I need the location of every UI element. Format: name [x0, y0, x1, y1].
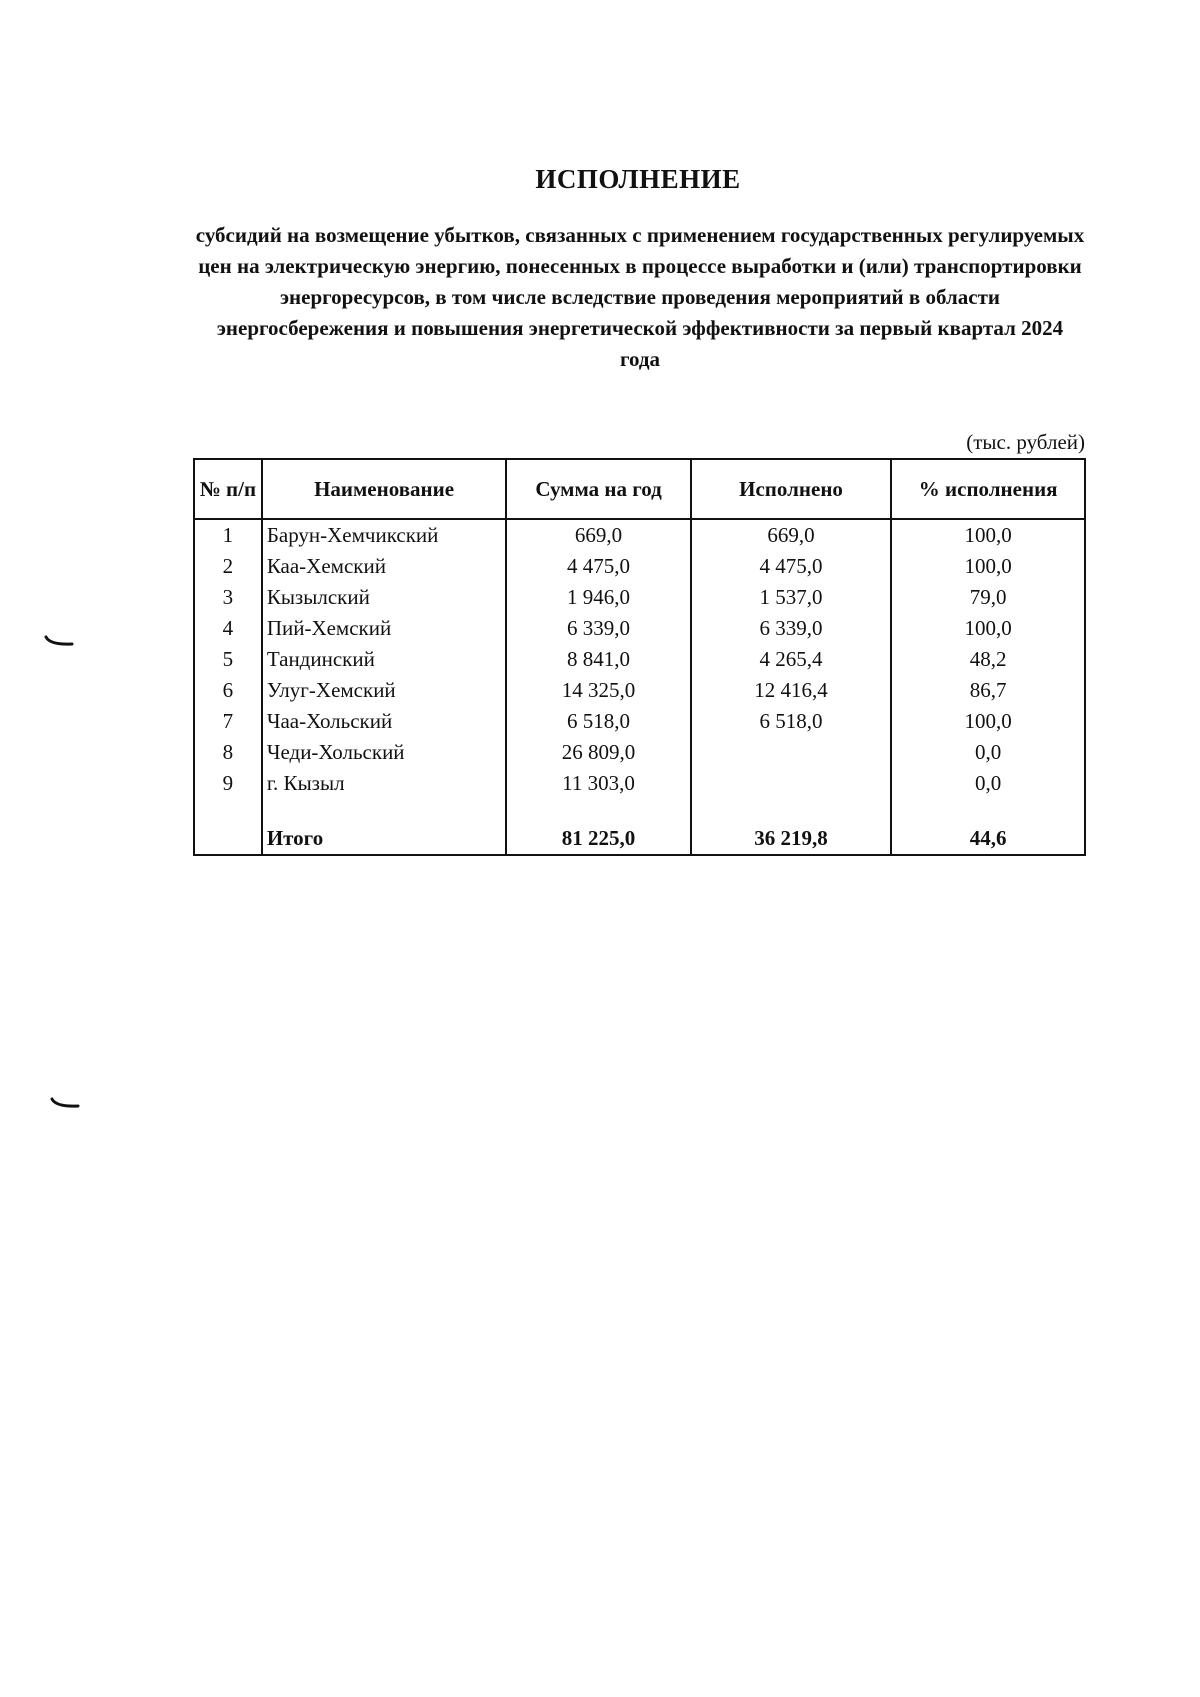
header-name: Наименование — [262, 459, 507, 519]
document-title: ИСПОЛНЕНИЕ — [535, 164, 741, 194]
row-name: г. Кызыл — [262, 768, 507, 799]
document-subtitle: субсидий на возмещение убытков, связанных с применением государственных регулируемых цен на электрическую энергию, понесенных в процессе выработки и (или) транспортировки энергоресурсов, в том числе вследствие проведения мероприятий в области энергосбережения и повышения энергетической эффективности за первый квартал 2024 года — [195, 223, 1085, 371]
total-done: 36 219,8 — [691, 823, 892, 855]
table-row — [194, 519, 1085, 551]
row-num: 5 — [194, 644, 262, 675]
row-annual: 669,0 — [506, 519, 690, 551]
row-annual: 14 325,0 — [506, 675, 690, 706]
table-row — [194, 675, 1085, 706]
row-name: Барун-Хемчикский — [262, 519, 507, 551]
header-done: Исполнено — [691, 459, 892, 519]
row-num: 1 — [194, 519, 262, 551]
row-name: Каа-Хемский — [262, 551, 507, 582]
row-annual: 6 339,0 — [506, 613, 690, 644]
scan-artifact-mark — [50, 1097, 80, 1111]
row-percent: 0,0 — [891, 737, 1085, 768]
row-num: 6 — [194, 675, 262, 706]
row-done: 1 537,0 — [691, 582, 892, 613]
row-annual: 6 518,0 — [506, 706, 690, 737]
row-percent: 79,0 — [891, 582, 1085, 613]
row-name: Чеди-Хольский — [262, 737, 507, 768]
table-total-row — [194, 823, 1085, 855]
row-percent: 100,0 — [891, 613, 1085, 644]
total-label: Итого — [262, 823, 507, 855]
row-name: Тандинский — [262, 644, 507, 675]
scan-artifact-mark — [44, 635, 74, 649]
row-done — [691, 737, 892, 768]
total-annual: 81 225,0 — [506, 823, 690, 855]
row-annual: 8 841,0 — [506, 644, 690, 675]
row-percent: 100,0 — [891, 519, 1085, 551]
row-annual: 11 303,0 — [506, 768, 690, 799]
row-num: 8 — [194, 737, 262, 768]
execution-table — [193, 458, 1086, 856]
row-done: 669,0 — [691, 519, 892, 551]
row-done: 6 339,0 — [691, 613, 892, 644]
row-name: Пий-Хемский — [262, 613, 507, 644]
row-num: 4 — [194, 613, 262, 644]
total-percent: 44,6 — [891, 823, 1085, 855]
row-done: 6 518,0 — [691, 706, 892, 737]
row-annual: 1 946,0 — [506, 582, 690, 613]
row-percent: 48,2 — [891, 644, 1085, 675]
header-num: № п/п — [194, 459, 262, 519]
row-percent: 100,0 — [891, 551, 1085, 582]
row-num: 9 — [194, 768, 262, 799]
table-header-row — [194, 459, 1085, 519]
row-annual: 4 475,0 — [506, 551, 690, 582]
row-num: 2 — [194, 551, 262, 582]
table-row — [194, 551, 1085, 582]
row-name: Чаа-Хольский — [262, 706, 507, 737]
row-percent: 100,0 — [891, 706, 1085, 737]
table-spacer-row — [194, 799, 1085, 823]
row-name: Кызылский — [262, 582, 507, 613]
row-done: 4 265,4 — [691, 644, 892, 675]
table-row — [194, 582, 1085, 613]
row-percent: 0,0 — [891, 768, 1085, 799]
row-done — [691, 768, 892, 799]
table-row — [194, 768, 1085, 799]
total-num — [194, 823, 262, 855]
table-row — [194, 644, 1085, 675]
header-annual: Сумма на год — [506, 459, 690, 519]
row-done: 12 416,4 — [691, 675, 892, 706]
row-num: 3 — [194, 582, 262, 613]
row-num: 7 — [194, 706, 262, 737]
row-annual: 26 809,0 — [506, 737, 690, 768]
header-percent: % исполнения — [891, 459, 1085, 519]
row-percent: 86,7 — [891, 675, 1085, 706]
row-name: Улуг-Хемский — [262, 675, 507, 706]
table-row — [194, 613, 1085, 644]
table-row — [194, 706, 1085, 737]
table-row — [194, 737, 1085, 768]
row-done: 4 475,0 — [691, 551, 892, 582]
units-label: (тыс. рублей) — [966, 430, 1085, 454]
